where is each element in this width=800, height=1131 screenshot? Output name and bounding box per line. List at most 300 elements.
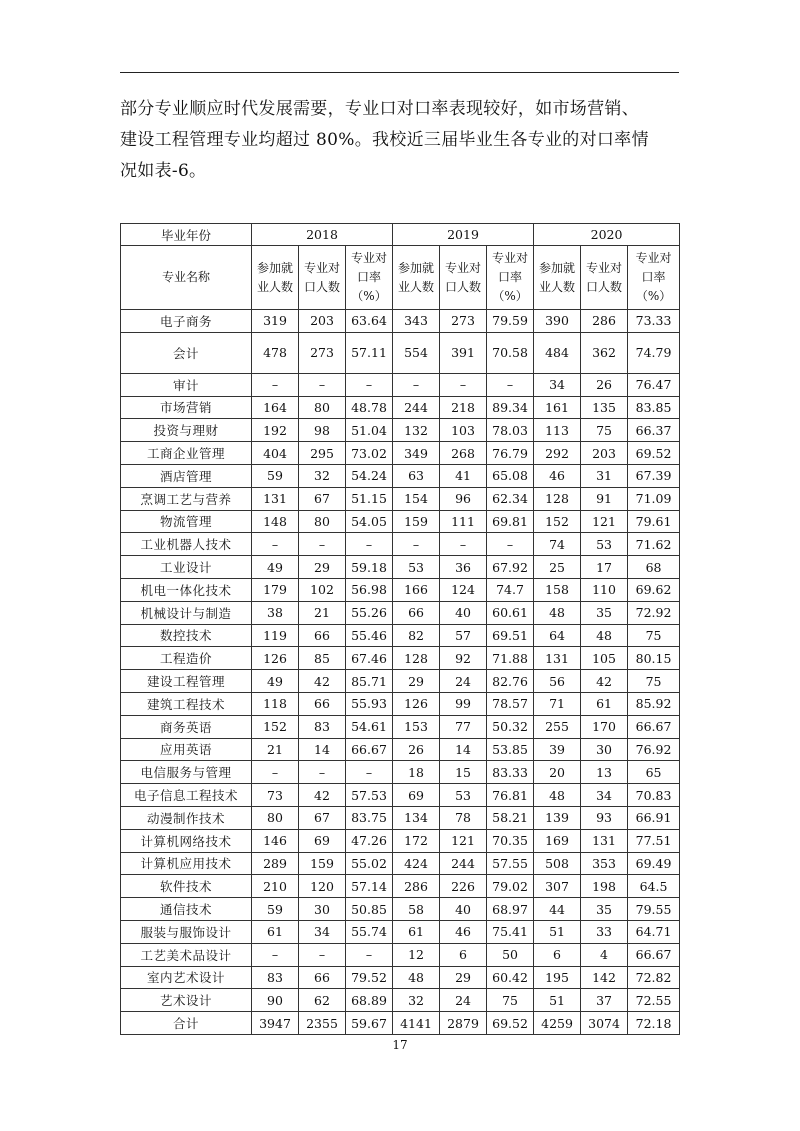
value-cell: 78.57 [487, 692, 534, 715]
major-name-cell: 烹调工艺与营养 [121, 487, 252, 510]
value-cell: 61 [393, 920, 440, 943]
major-name-cell: 通信技术 [121, 898, 252, 921]
table-row [121, 442, 680, 465]
major-name-cell: 工程造价 [121, 647, 252, 670]
value-cell: 146 [252, 829, 299, 852]
value-cell: 14 [299, 738, 346, 761]
value-cell: 69.49 [628, 852, 680, 875]
value-cell: 77 [440, 715, 487, 738]
value-cell: – [346, 943, 393, 966]
value-cell: 80 [299, 510, 346, 533]
table-row [121, 989, 680, 1012]
value-cell: 152 [534, 510, 581, 533]
value-cell: 508 [534, 852, 581, 875]
value-cell: 69 [393, 784, 440, 807]
value-cell: 244 [440, 852, 487, 875]
sub-header-row [121, 246, 680, 310]
value-cell: 72.55 [628, 989, 680, 1012]
value-cell: 71.88 [487, 647, 534, 670]
value-cell: 134 [393, 806, 440, 829]
value-cell: 53 [393, 556, 440, 579]
header-rule [120, 72, 679, 73]
value-cell: 113 [534, 419, 581, 442]
value-cell: 34 [581, 784, 628, 807]
value-cell: 31 [581, 464, 628, 487]
value-cell: 57 [440, 624, 487, 647]
table-body [121, 310, 680, 1035]
table-row [121, 898, 680, 921]
value-cell: 158 [534, 578, 581, 601]
value-cell: 121 [440, 829, 487, 852]
value-cell: 62 [299, 989, 346, 1012]
value-cell: 67.46 [346, 647, 393, 670]
year-2019-cell: 2019 [393, 224, 534, 246]
value-cell: 6 [440, 943, 487, 966]
value-cell: 63 [393, 464, 440, 487]
value-cell: 69.52 [628, 442, 680, 465]
value-cell: 80 [299, 396, 346, 419]
value-cell: 34 [299, 920, 346, 943]
major-name-cell: 电子信息工程技术 [121, 784, 252, 807]
value-cell: 58.21 [487, 806, 534, 829]
table-row [121, 738, 680, 761]
value-cell: 73.02 [346, 442, 393, 465]
value-cell: 69.51 [487, 624, 534, 647]
value-cell: 126 [252, 647, 299, 670]
value-cell: – [299, 373, 346, 396]
value-cell: 69 [299, 829, 346, 852]
value-cell: 17 [581, 556, 628, 579]
value-cell: 74 [534, 533, 581, 556]
value-cell: 66.67 [628, 943, 680, 966]
value-cell: – [346, 373, 393, 396]
value-cell: 55.02 [346, 852, 393, 875]
major-name-cell: 机械设计与制造 [121, 601, 252, 624]
value-cell: 57.14 [346, 875, 393, 898]
value-cell: 66.37 [628, 419, 680, 442]
value-cell: 79.52 [346, 966, 393, 989]
table-row [121, 464, 680, 487]
value-cell: 65 [628, 761, 680, 784]
value-cell: 152 [252, 715, 299, 738]
value-cell: 6 [534, 943, 581, 966]
table-row [121, 533, 680, 556]
value-cell: 51 [534, 920, 581, 943]
sub-header-cell: 专业对口人数 [299, 246, 346, 310]
value-cell: 172 [393, 829, 440, 852]
value-cell: 89.34 [487, 396, 534, 419]
value-cell: 40 [440, 601, 487, 624]
value-cell: 55.93 [346, 692, 393, 715]
value-cell: 218 [440, 396, 487, 419]
value-cell: 18 [393, 761, 440, 784]
value-cell: 25 [534, 556, 581, 579]
value-cell: 67.39 [628, 464, 680, 487]
table-row [121, 875, 680, 898]
value-cell: 289 [252, 852, 299, 875]
sub-header-cell: 专业对口人数 [440, 246, 487, 310]
value-cell: 83 [252, 966, 299, 989]
major-name-cell: 工商企业管理 [121, 442, 252, 465]
value-cell: 64.71 [628, 920, 680, 943]
value-cell: 48 [534, 601, 581, 624]
major-name-cell: 计算机应用技术 [121, 852, 252, 875]
value-cell: 48 [581, 624, 628, 647]
value-cell: – [346, 761, 393, 784]
value-cell: 53 [440, 784, 487, 807]
value-cell: – [440, 373, 487, 396]
value-cell: 21 [252, 738, 299, 761]
value-cell: 148 [252, 510, 299, 533]
value-cell: 68 [628, 556, 680, 579]
value-cell: 92 [440, 647, 487, 670]
table-row [121, 332, 680, 373]
value-cell: 268 [440, 442, 487, 465]
value-cell: 85 [299, 647, 346, 670]
table-row [121, 601, 680, 624]
value-cell: 478 [252, 332, 299, 373]
value-cell: 69.81 [487, 510, 534, 533]
table-row [121, 784, 680, 807]
value-cell: 80 [252, 806, 299, 829]
value-cell: 35 [581, 601, 628, 624]
value-cell: 98 [299, 419, 346, 442]
page-number: 17 [392, 1038, 408, 1052]
value-cell: 58 [393, 898, 440, 921]
table-row [121, 670, 680, 693]
value-cell: 90 [252, 989, 299, 1012]
value-cell: 131 [581, 829, 628, 852]
value-cell: 75 [487, 989, 534, 1012]
value-cell: 192 [252, 419, 299, 442]
value-cell: 61 [252, 920, 299, 943]
value-cell: 154 [393, 487, 440, 510]
value-cell: – [299, 943, 346, 966]
value-cell: – [252, 761, 299, 784]
value-cell: 53 [581, 533, 628, 556]
value-cell: 65.08 [487, 464, 534, 487]
value-cell: 59.67 [346, 1012, 393, 1035]
value-cell: 60.61 [487, 601, 534, 624]
sub-header-cell: 专业对口人数 [581, 246, 628, 310]
value-cell: 93 [581, 806, 628, 829]
value-cell: 295 [299, 442, 346, 465]
value-cell: 54.24 [346, 464, 393, 487]
value-cell: 29 [440, 966, 487, 989]
value-cell: – [252, 533, 299, 556]
major-name-cell: 审计 [121, 373, 252, 396]
value-cell: 59 [252, 898, 299, 921]
major-name-cell: 会计 [121, 332, 252, 373]
major-name-cell: 工艺美术品设计 [121, 943, 252, 966]
value-cell: 2355 [299, 1012, 346, 1035]
value-cell: 353 [581, 852, 628, 875]
table-row [121, 692, 680, 715]
value-cell: 70.58 [487, 332, 534, 373]
major-name-cell: 投资与理财 [121, 419, 252, 442]
value-cell: 47.26 [346, 829, 393, 852]
value-cell: 73.33 [628, 310, 680, 333]
value-cell: 349 [393, 442, 440, 465]
major-name-cell: 数控技术 [121, 624, 252, 647]
major-name-cell: 物流管理 [121, 510, 252, 533]
value-cell: 55.74 [346, 920, 393, 943]
value-cell: 76.47 [628, 373, 680, 396]
value-cell: 66 [299, 966, 346, 989]
value-cell: 76.81 [487, 784, 534, 807]
value-cell: – [252, 373, 299, 396]
value-cell: 53.85 [487, 738, 534, 761]
value-cell: 79.55 [628, 898, 680, 921]
value-cell: 66.91 [628, 806, 680, 829]
value-cell: 68.89 [346, 989, 393, 1012]
value-cell: 69.52 [487, 1012, 534, 1035]
table-row [121, 806, 680, 829]
major-name-cell: 动漫制作技术 [121, 806, 252, 829]
value-cell: 135 [581, 396, 628, 419]
value-cell: – [393, 373, 440, 396]
value-cell: 3947 [252, 1012, 299, 1035]
major-name-cell: 酒店管理 [121, 464, 252, 487]
value-cell: 69.62 [628, 578, 680, 601]
value-cell: 139 [534, 806, 581, 829]
value-cell: 35 [581, 898, 628, 921]
value-cell: 119 [252, 624, 299, 647]
value-cell: 42 [299, 670, 346, 693]
value-cell: 49 [252, 556, 299, 579]
value-cell: 99 [440, 692, 487, 715]
value-cell: 3074 [581, 1012, 628, 1035]
table-row [121, 578, 680, 601]
value-cell: 85.92 [628, 692, 680, 715]
table-row [121, 310, 680, 333]
value-cell: 57.53 [346, 784, 393, 807]
value-cell: 307 [534, 875, 581, 898]
major-name-cell: 服装与服饰设计 [121, 920, 252, 943]
value-cell: 110 [581, 578, 628, 601]
value-cell: 46 [534, 464, 581, 487]
value-cell: 170 [581, 715, 628, 738]
value-cell: 2879 [440, 1012, 487, 1035]
value-cell: 66 [299, 624, 346, 647]
value-cell: 273 [440, 310, 487, 333]
value-cell: 66.67 [628, 715, 680, 738]
value-cell: 12 [393, 943, 440, 966]
table-row [121, 419, 680, 442]
value-cell: 121 [581, 510, 628, 533]
value-cell: 55.26 [346, 601, 393, 624]
value-cell: 67.92 [487, 556, 534, 579]
value-cell: 292 [534, 442, 581, 465]
major-name-cell: 商务英语 [121, 715, 252, 738]
value-cell: 71.62 [628, 533, 680, 556]
value-cell: 49 [252, 670, 299, 693]
value-cell: 41 [440, 464, 487, 487]
value-cell: 82 [393, 624, 440, 647]
value-cell: 36 [440, 556, 487, 579]
value-cell: 55.46 [346, 624, 393, 647]
value-cell: 142 [581, 966, 628, 989]
value-cell: 286 [393, 875, 440, 898]
major-name-cell: 计算机网络技术 [121, 829, 252, 852]
value-cell: 343 [393, 310, 440, 333]
value-cell: 83.85 [628, 396, 680, 419]
value-cell: – [487, 533, 534, 556]
value-cell: 131 [534, 647, 581, 670]
value-cell: 61 [581, 692, 628, 715]
value-cell: 44 [534, 898, 581, 921]
value-cell: 404 [252, 442, 299, 465]
employment-match-table [120, 223, 680, 1035]
value-cell: 4259 [534, 1012, 581, 1035]
value-cell: 85.71 [346, 670, 393, 693]
table-row [121, 920, 680, 943]
sub-header-cell: 参加就业人数 [393, 246, 440, 310]
value-cell: 105 [581, 647, 628, 670]
value-cell: 161 [534, 396, 581, 419]
value-cell: 82.76 [487, 670, 534, 693]
year-header-row [121, 224, 680, 246]
value-cell: 203 [581, 442, 628, 465]
value-cell: 66.67 [346, 738, 393, 761]
value-cell: 319 [252, 310, 299, 333]
table-row [121, 943, 680, 966]
value-cell: 79.02 [487, 875, 534, 898]
value-cell: 42 [581, 670, 628, 693]
value-cell: 179 [252, 578, 299, 601]
value-cell: 68.97 [487, 898, 534, 921]
value-cell: 64.5 [628, 875, 680, 898]
value-cell: 21 [299, 601, 346, 624]
value-cell: 26 [581, 373, 628, 396]
value-cell: 57.55 [487, 852, 534, 875]
value-cell: 203 [299, 310, 346, 333]
value-cell: 96 [440, 487, 487, 510]
value-cell: 32 [393, 989, 440, 1012]
value-cell: 120 [299, 875, 346, 898]
value-cell: 75 [581, 419, 628, 442]
value-cell: 126 [393, 692, 440, 715]
value-cell: 74.79 [628, 332, 680, 373]
value-cell: – [299, 533, 346, 556]
value-cell: 83.75 [346, 806, 393, 829]
value-cell: 71.09 [628, 487, 680, 510]
value-cell: 554 [393, 332, 440, 373]
value-cell: 75 [628, 670, 680, 693]
intro-line: 建设工程管理专业均超过 80%。我校近三届毕业生各专业的对口率情 [120, 130, 649, 150]
value-cell: 132 [393, 419, 440, 442]
value-cell: 159 [393, 510, 440, 533]
value-cell: 91 [581, 487, 628, 510]
major-name-cell: 市场营销 [121, 396, 252, 419]
value-cell: 67 [299, 487, 346, 510]
value-cell: 131 [252, 487, 299, 510]
value-cell: 70.83 [628, 784, 680, 807]
year-2018-cell: 2018 [252, 224, 393, 246]
value-cell: 484 [534, 332, 581, 373]
value-cell: 13 [581, 761, 628, 784]
value-cell: 51.04 [346, 419, 393, 442]
value-cell: 75 [628, 624, 680, 647]
table-row [121, 966, 680, 989]
major-name-cell: 电信服务与管理 [121, 761, 252, 784]
value-cell: 46 [440, 920, 487, 943]
value-cell: 124 [440, 578, 487, 601]
value-cell: 74.7 [487, 578, 534, 601]
major-name-cell: 室内艺术设计 [121, 966, 252, 989]
major-name-cell: 工业机器人技术 [121, 533, 252, 556]
value-cell: 54.05 [346, 510, 393, 533]
value-cell: 24 [440, 989, 487, 1012]
value-cell: 273 [299, 332, 346, 373]
value-cell: 159 [299, 852, 346, 875]
value-cell: 20 [534, 761, 581, 784]
value-cell: 102 [299, 578, 346, 601]
sub-header-cell: 参加就业人数 [252, 246, 299, 310]
value-cell: 40 [440, 898, 487, 921]
value-cell: 77.51 [628, 829, 680, 852]
sub-header-cell: 专业对口率（%） [487, 246, 534, 310]
value-cell: 39 [534, 738, 581, 761]
value-cell: 38 [252, 601, 299, 624]
value-cell: 391 [440, 332, 487, 373]
table-row [121, 829, 680, 852]
value-cell: 54.61 [346, 715, 393, 738]
value-cell: 73 [252, 784, 299, 807]
value-cell: – [252, 943, 299, 966]
value-cell: 42 [299, 784, 346, 807]
major-name-cell: 工业设计 [121, 556, 252, 579]
table-row [121, 647, 680, 670]
major-label-cell: 专业名称 [121, 246, 252, 310]
table-row [121, 487, 680, 510]
sub-header-cell: 参加就业人数 [534, 246, 581, 310]
table-row [121, 510, 680, 533]
year-label-cell: 毕业年份 [121, 224, 252, 246]
value-cell: 71 [534, 692, 581, 715]
value-cell: 56 [534, 670, 581, 693]
major-name-cell: 机电一体化技术 [121, 578, 252, 601]
value-cell: 128 [534, 487, 581, 510]
value-cell: 33 [581, 920, 628, 943]
value-cell: 166 [393, 578, 440, 601]
value-cell: – [299, 761, 346, 784]
value-cell: 390 [534, 310, 581, 333]
value-cell: 78.03 [487, 419, 534, 442]
value-cell: 63.64 [346, 310, 393, 333]
value-cell: 60.42 [487, 966, 534, 989]
intro-line: 况如表-6。 [120, 161, 207, 181]
major-name-cell: 电子商务 [121, 310, 252, 333]
value-cell: 50.32 [487, 715, 534, 738]
value-cell: 37 [581, 989, 628, 1012]
table-row [121, 373, 680, 396]
value-cell: 80.15 [628, 647, 680, 670]
value-cell: – [393, 533, 440, 556]
value-cell: 79.61 [628, 510, 680, 533]
value-cell: – [440, 533, 487, 556]
value-cell: 48 [534, 784, 581, 807]
value-cell: 78 [440, 806, 487, 829]
value-cell: 66 [393, 601, 440, 624]
value-cell: 255 [534, 715, 581, 738]
value-cell: 153 [393, 715, 440, 738]
value-cell: – [346, 533, 393, 556]
value-cell: 76.92 [628, 738, 680, 761]
value-cell: 103 [440, 419, 487, 442]
value-cell: 424 [393, 852, 440, 875]
value-cell: 30 [581, 738, 628, 761]
